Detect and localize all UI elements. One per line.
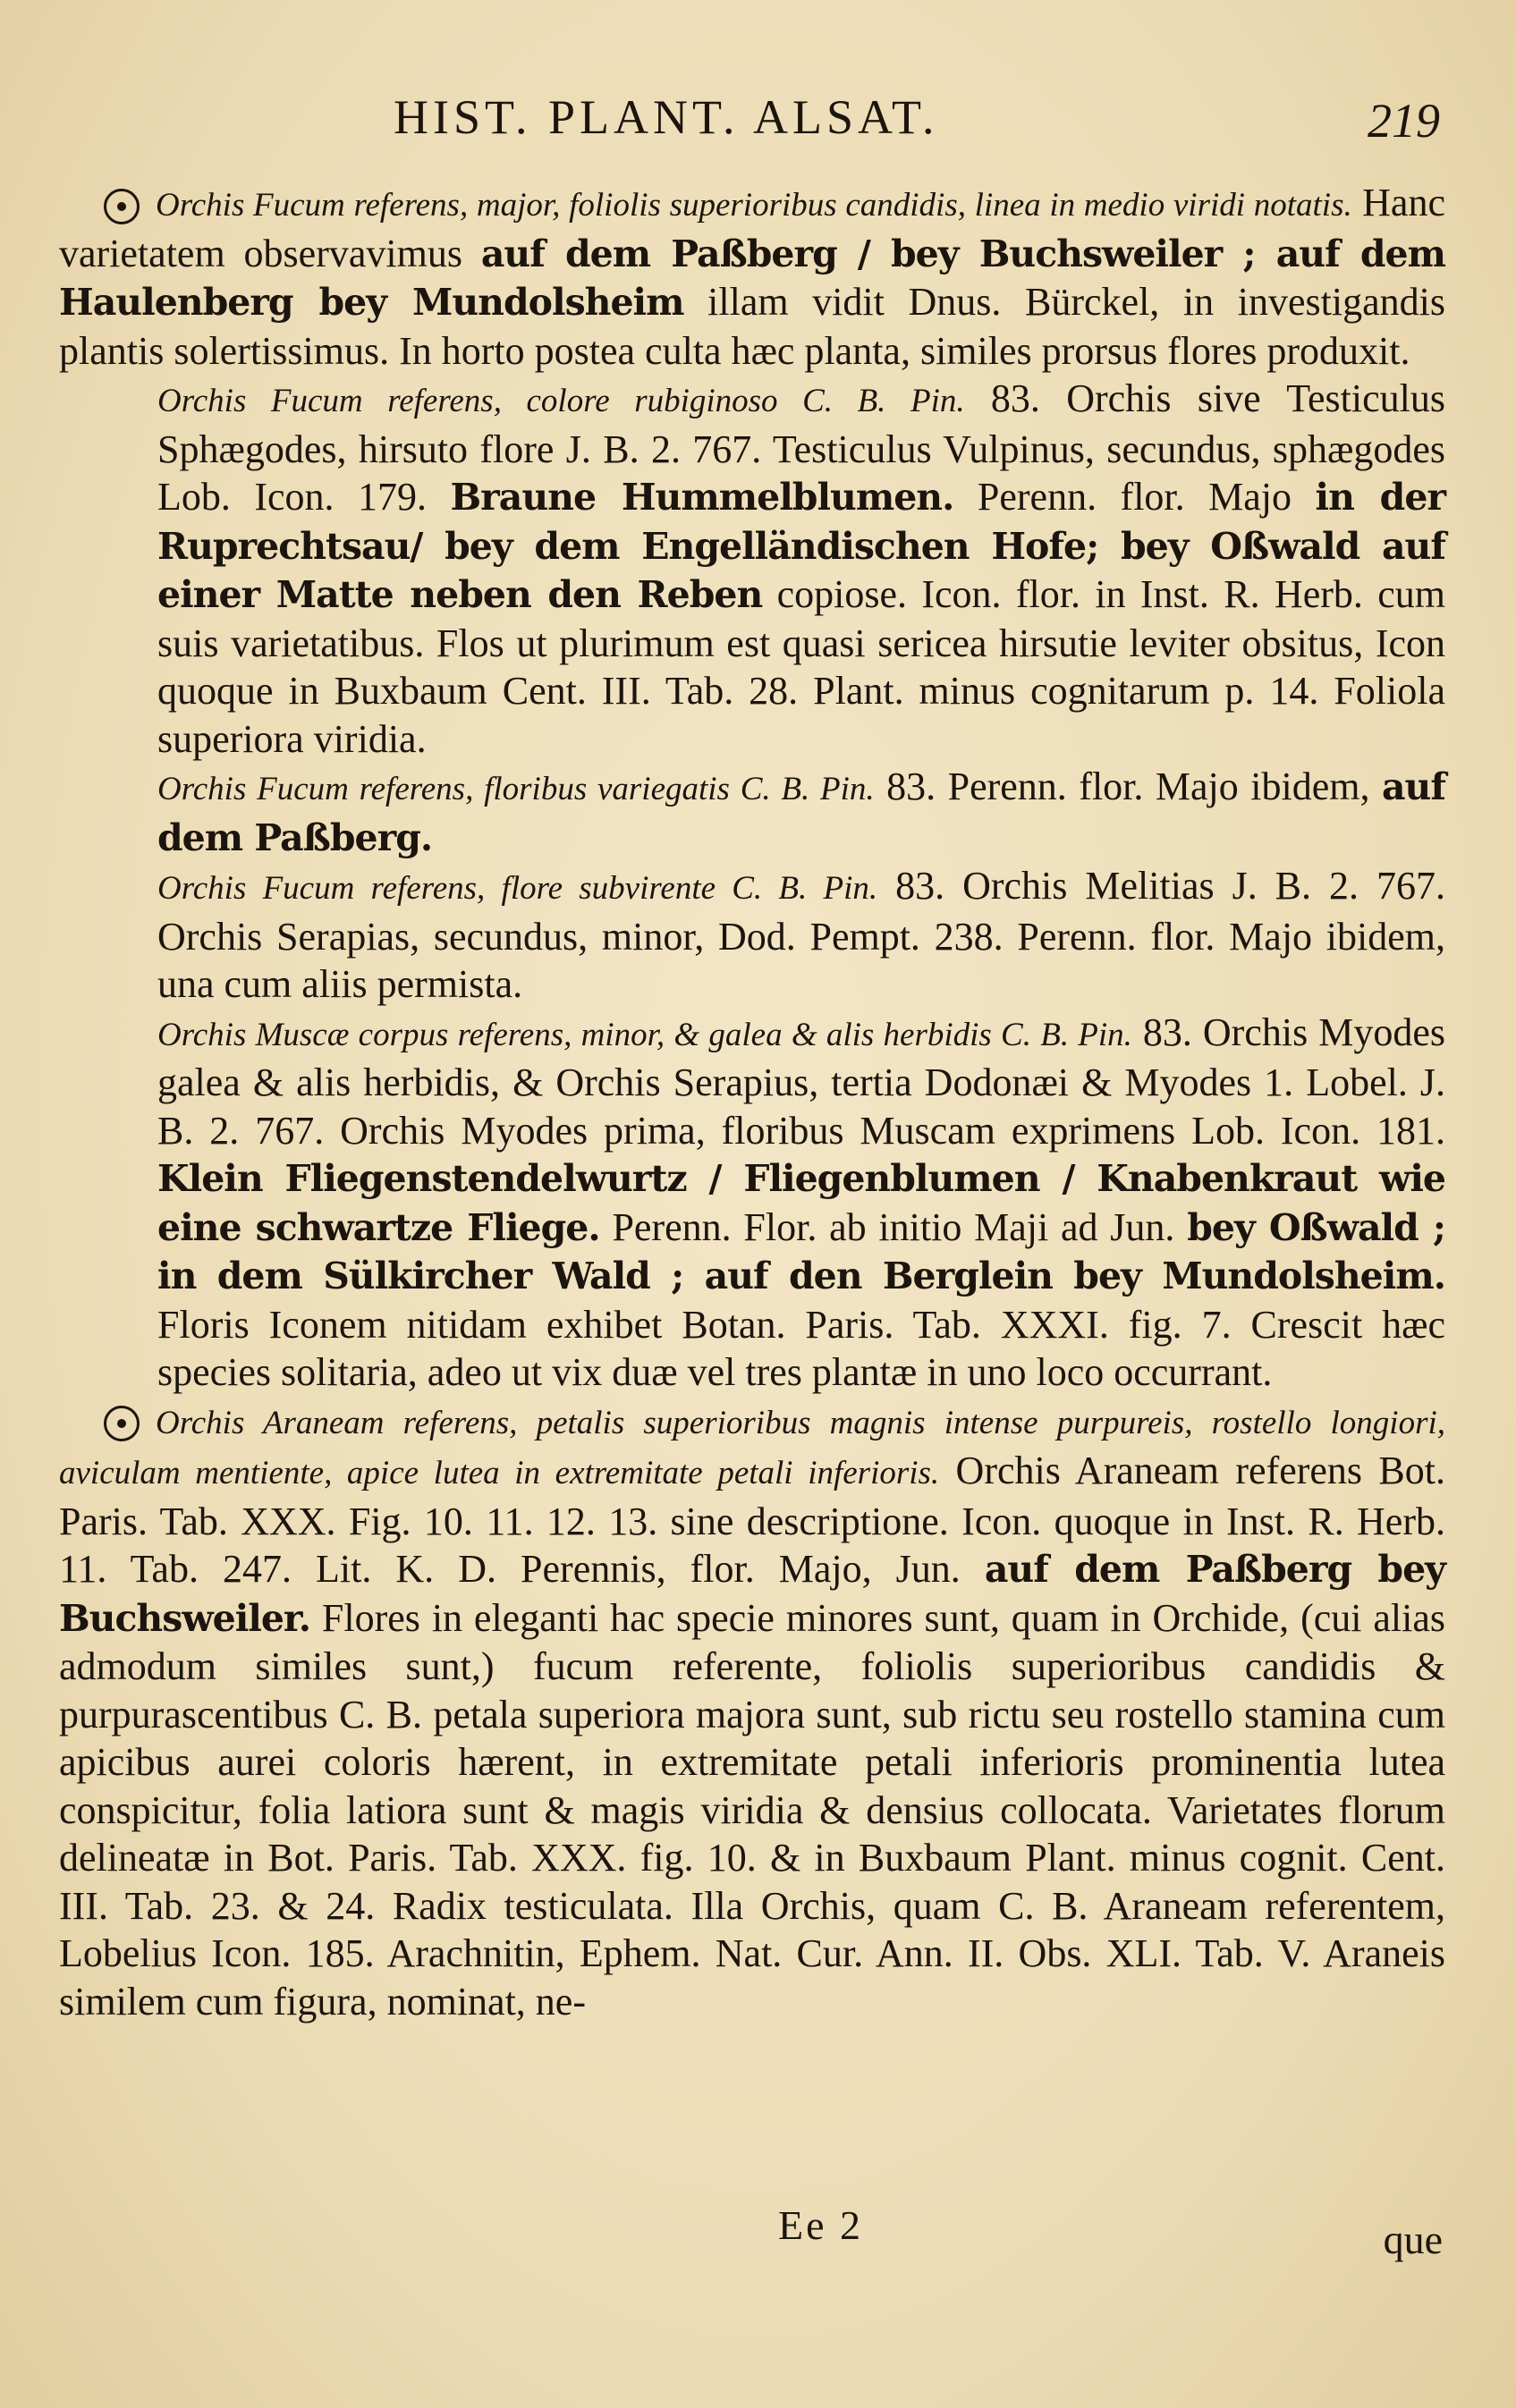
text-segment: Orchis Araneam referens Bot. Paris. Tab. XXX. Fig. 10. 11. 12. 13. sine descriptione. Icon. quoque in Inst. R. Herb. 11. Tab. 247. Lit. K. D. Perennis, flor. Majo, Jun.: [59, 1449, 1445, 1591]
latin-name: Orchis Fucum referens, flore subvirente C. B. Pin.: [157, 870, 878, 907]
text-segment: Floris Iconem nitidam exhibet Botan. Paris. Tab. XXXI. fig. 7. Crescit hæc species solitaria, adeo ut vix duæ vel tres plantæ in uno loco occurrant.: [157, 1302, 1445, 1394]
signature-mark: Ee 2: [778, 2202, 864, 2248]
german-name: Braune Hummelblumen.: [450, 476, 954, 519]
text-segment: illam vidit Dnus. Bürckel, in investigandis plantis solertissimus. In horto postea culta hæc planta, similes prorsus flores produxit.: [59, 280, 1445, 373]
latin-name: Orchis Fucum referens, major, foliolis superioribus candidis, linea in medio viridi notatis.: [156, 187, 1352, 224]
page-header: [394, 89, 1440, 152]
running-title: HIST. PLANT. ALSAT.: [394, 90, 939, 144]
paragraph-orchis-subvirente: [59, 862, 1445, 1009]
latin-name: Orchis Muscæ corpus referens, minor, & galea & alis herbidis C. B. Pin.: [157, 1016, 1132, 1053]
paragraph-orchis-rubiginoso: [59, 375, 1445, 763]
latin-name: Orchis Araneam referens, petalis superioribus magnis intense purpureis, rostello longiori, aviculam mentiente, apice lutea in extremitate petali inferioris.: [59, 1404, 1445, 1491]
latin-name: Orchis Fucum referens, floribus variegatis C. B. Pin.: [157, 771, 875, 807]
text-segment: Perenn. flor. Majo: [953, 475, 1316, 519]
german-locality: bey Oßwald ; in dem Sülkircher Wald ; auf den Berglein bey Mundolsheim.: [157, 1205, 1445, 1297]
latin-name: Orchis Fucum referens, colore rubiginoso C. B. Pin.: [157, 383, 965, 419]
text-segment: 83. Orchis sive Testiculus Sphægodes, hirsuto flore J. B. 2. 767. Testiculus Vulpinus, secundus, sphægodes Lob. Icon. 179.: [157, 376, 1445, 519]
text-segment: 83. Perenn. flor. Majo ibidem,: [874, 765, 1382, 808]
page-number: 219: [1368, 94, 1440, 148]
sun-symbol-icon: [104, 1406, 140, 1441]
german-name: Klein Fliegenstendelwurtz / Fliegenblumen / Knabenkraut wie eine schwartze Fliege.: [157, 1157, 1445, 1249]
text-segment: Flores in eleganti hac specie minores sunt, quam in Orchide, (cui alias admodum similes sunt,) fucum referente, foliolis superioribus candidis & purpurascentibus C. B. petala superiora majora sunt, sub rictu seu rostello stamina cum apicibus aurei coloris hærent, in extremitate petali inferioris prominentia lutea conspicitur, folia latiora sunt & magis viridia & densius collocata. Varietates florum delineatæ in Bot. Paris. Tab. XXX. fig. 10. & in Buxbaum Plant. minus cognit. Cent. III. Tab. 23. & 24. Radix testiculata. Illa Orchis, quam C. B. Araneam referentem, Lobelius Icon. 185. Arachnitin, Ephem. Nat. Cur. Ann. II. Obs. XLI. Tab. V. Araneis similem cum figura, nominat, ne-: [59, 1595, 1445, 2024]
german-locality: auf dem Paßberg bey Buchsweiler.: [59, 1548, 1446, 1640]
text-segment: 83. Orchis Melitias J. B. 2. 767. Orchis Serapias, secundus, minor, Dod. Pempt. 238. Perenn. flor. Majo ibidem, una cum aliis permista.: [157, 864, 1445, 1006]
paragraph-orchis-fucum-major: [59, 179, 1445, 375]
paragraph-orchis-araneam: [59, 1397, 1445, 2026]
paragraph-orchis-variegatis: [59, 763, 1445, 862]
paragraph-orchis-muscae: [59, 1009, 1445, 1397]
german-locality: auf dem Paßberg / bey Buchsweiler ; auf dem Haulenberg bey Mundolsheim: [59, 232, 1445, 324]
body-text: [59, 179, 1445, 2025]
text-segment: 83. Orchis Myodes galea & alis herbidis, & Orchis Serapius, tertia Dodonæi & Myodes 1. Lobel. J. B. 2. 767. Orchis Myodes prima, floribus Muscam exprimens Lob. Icon. 181.: [157, 1010, 1445, 1153]
german-locality: auf dem Paßberg.: [157, 765, 1445, 859]
german-locality: in der Ruprechtsau/ bey dem Engelländischen Hofe; bey Oßwald auf einer Matte neben den Reben: [157, 476, 1446, 616]
text-segment: copiose. Icon. flor. in Inst. R. Herb. cum suis varietatibus. Flos ut plurimum est quasi sericea hirsutie leviter obsitus, Icon quoque in Buxbaum Cent. III. Tab. 28. Plant. minus cognitarum p. 14. Foliola superiora viridia.: [157, 572, 1445, 761]
sun-symbol-icon: [104, 189, 140, 224]
catchword: que: [1383, 2217, 1443, 2262]
text-segment: Perenn. Flor. ab initio Maji ad Jun.: [599, 1204, 1188, 1249]
text-segment: Hanc varietatem observavimus: [59, 181, 1445, 275]
